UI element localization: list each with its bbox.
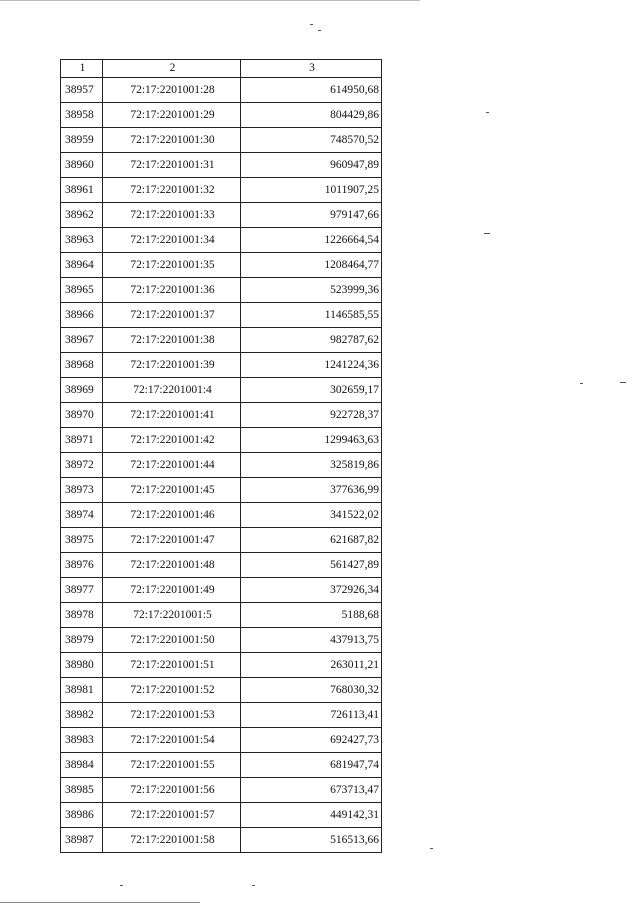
value-cell: 960947,89 bbox=[241, 153, 382, 178]
row-number-cell: 38961 bbox=[61, 178, 103, 203]
cadastral-number-cell: 72:17:2201001:58 bbox=[103, 828, 241, 853]
value-cell: 1208464,77 bbox=[241, 253, 382, 278]
row-number-cell: 38976 bbox=[61, 553, 103, 578]
row-number-cell: 38971 bbox=[61, 428, 103, 453]
row-number-cell: 38962 bbox=[61, 203, 103, 228]
value-cell: 1226664,54 bbox=[241, 228, 382, 253]
row-number-cell: 38985 bbox=[61, 778, 103, 803]
cadastral-number-cell: 72:17:2201001:35 bbox=[103, 253, 241, 278]
table-header-row bbox=[61, 60, 382, 78]
scan-speck bbox=[484, 233, 490, 234]
value-cell: 449142,31 bbox=[241, 803, 382, 828]
bottom-scan-rule bbox=[0, 902, 200, 903]
row-number-cell: 38968 bbox=[61, 353, 103, 378]
value-cell: 5188,68 bbox=[241, 603, 382, 628]
table-row bbox=[61, 603, 382, 628]
data-table bbox=[60, 59, 382, 853]
table-row bbox=[61, 703, 382, 728]
row-number-cell: 38980 bbox=[61, 653, 103, 678]
column-header-1: 1 bbox=[61, 60, 103, 78]
scan-speck bbox=[252, 885, 255, 886]
table-row bbox=[61, 253, 382, 278]
row-number-cell: 38970 bbox=[61, 403, 103, 428]
cadastral-number-cell: 72:17:2201001:33 bbox=[103, 203, 241, 228]
cadastral-number-cell: 72:17:2201001:51 bbox=[103, 653, 241, 678]
row-number-cell: 38982 bbox=[61, 703, 103, 728]
scan-speck bbox=[310, 24, 313, 25]
cadastral-number-cell: 72:17:2201001:45 bbox=[103, 478, 241, 503]
value-cell: 621687,82 bbox=[241, 528, 382, 553]
row-number-cell: 38975 bbox=[61, 528, 103, 553]
table-row bbox=[61, 653, 382, 678]
value-cell: 1146585,55 bbox=[241, 303, 382, 328]
cadastral-number-cell: 72:17:2201001:37 bbox=[103, 303, 241, 328]
table-row bbox=[61, 303, 382, 328]
value-cell: 1299463,63 bbox=[241, 428, 382, 453]
cadastral-number-cell: 72:17:2201001:32 bbox=[103, 178, 241, 203]
value-cell: 302659,17 bbox=[241, 378, 382, 403]
scan-speck bbox=[318, 30, 321, 31]
cadastral-number-cell: 72:17:2201001:57 bbox=[103, 803, 241, 828]
table-row bbox=[61, 278, 382, 303]
row-number-cell: 38957 bbox=[61, 78, 103, 103]
table-row bbox=[61, 128, 382, 153]
value-cell: 692427,73 bbox=[241, 728, 382, 753]
row-number-cell: 38984 bbox=[61, 753, 103, 778]
cadastral-number-cell: 72:17:2201001:31 bbox=[103, 153, 241, 178]
cadastral-number-cell: 72:17:2201001:49 bbox=[103, 578, 241, 603]
table-row bbox=[61, 578, 382, 603]
column-header-2: 2 bbox=[103, 60, 241, 78]
row-number-cell: 38978 bbox=[61, 603, 103, 628]
value-cell: 681947,74 bbox=[241, 753, 382, 778]
cadastral-number-cell: 72:17:2201001:54 bbox=[103, 728, 241, 753]
cadastral-number-cell: 72:17:2201001:28 bbox=[103, 78, 241, 103]
row-number-cell: 38969 bbox=[61, 378, 103, 403]
value-cell: 768030,32 bbox=[241, 678, 382, 703]
table-row bbox=[61, 428, 382, 453]
table-row bbox=[61, 728, 382, 753]
row-number-cell: 38958 bbox=[61, 103, 103, 128]
table-row bbox=[61, 403, 382, 428]
scan-speck bbox=[486, 112, 489, 113]
row-number-cell: 38966 bbox=[61, 303, 103, 328]
cadastral-number-cell: 72:17:2201001:55 bbox=[103, 753, 241, 778]
cadastral-number-cell: 72:17:2201001:41 bbox=[103, 403, 241, 428]
table-row bbox=[61, 778, 382, 803]
row-number-cell: 38979 bbox=[61, 628, 103, 653]
value-cell: 561427,89 bbox=[241, 553, 382, 578]
cadastral-number-cell: 72:17:2201001:29 bbox=[103, 103, 241, 128]
cadastral-number-cell: 72:17:2201001:56 bbox=[103, 778, 241, 803]
table-row bbox=[61, 528, 382, 553]
cadastral-number-cell: 72:17:2201001:30 bbox=[103, 128, 241, 153]
value-cell: 979147,66 bbox=[241, 203, 382, 228]
row-number-cell: 38963 bbox=[61, 228, 103, 253]
value-cell: 263011,21 bbox=[241, 653, 382, 678]
value-cell: 804429,86 bbox=[241, 103, 382, 128]
cadastral-number-cell: 72:17:2201001:44 bbox=[103, 453, 241, 478]
table-row bbox=[61, 753, 382, 778]
row-number-cell: 38965 bbox=[61, 278, 103, 303]
table-row bbox=[61, 353, 382, 378]
row-number-cell: 38974 bbox=[61, 503, 103, 528]
row-number-cell: 38967 bbox=[61, 328, 103, 353]
scan-speck bbox=[430, 848, 433, 849]
table-row bbox=[61, 453, 382, 478]
column-header-3: 3 bbox=[241, 60, 382, 78]
cadastral-number-cell: 72:17:2201001:34 bbox=[103, 228, 241, 253]
value-cell: 1011907,25 bbox=[241, 178, 382, 203]
table-row bbox=[61, 828, 382, 853]
row-number-cell: 38973 bbox=[61, 478, 103, 503]
row-number-cell: 38986 bbox=[61, 803, 103, 828]
top-scan-rule bbox=[0, 0, 420, 1]
value-cell: 372926,34 bbox=[241, 578, 382, 603]
row-number-cell: 38972 bbox=[61, 453, 103, 478]
value-cell: 516513,66 bbox=[241, 828, 382, 853]
cadastral-number-cell: 72:17:2201001:53 bbox=[103, 703, 241, 728]
cadastral-number-cell: 72:17:2201001:47 bbox=[103, 528, 241, 553]
table-row bbox=[61, 678, 382, 703]
table-row bbox=[61, 328, 382, 353]
value-cell: 437913,75 bbox=[241, 628, 382, 653]
table-row bbox=[61, 803, 382, 828]
cadastral-number-cell: 72:17:2201001:36 bbox=[103, 278, 241, 303]
cadastral-number-cell: 72:17:2201001:5 bbox=[103, 603, 241, 628]
scan-speck bbox=[120, 885, 123, 886]
cadastral-number-cell: 72:17:2201001:39 bbox=[103, 353, 241, 378]
table-row bbox=[61, 478, 382, 503]
value-cell: 614950,68 bbox=[241, 78, 382, 103]
table-row bbox=[61, 503, 382, 528]
table-row bbox=[61, 378, 382, 403]
table-row bbox=[61, 103, 382, 128]
table-row bbox=[61, 78, 382, 103]
value-cell: 922728,37 bbox=[241, 403, 382, 428]
cadastral-number-cell: 72:17:2201001:48 bbox=[103, 553, 241, 578]
cadastral-number-cell: 72:17:2201001:38 bbox=[103, 328, 241, 353]
cadastral-number-cell: 72:17:2201001:4 bbox=[103, 378, 241, 403]
row-number-cell: 38977 bbox=[61, 578, 103, 603]
row-number-cell: 38987 bbox=[61, 828, 103, 853]
table-row bbox=[61, 153, 382, 178]
row-number-cell: 38959 bbox=[61, 128, 103, 153]
value-cell: 982787,62 bbox=[241, 328, 382, 353]
row-number-cell: 38960 bbox=[61, 153, 103, 178]
row-number-cell: 38981 bbox=[61, 678, 103, 703]
value-cell: 325819,86 bbox=[241, 453, 382, 478]
row-number-cell: 38964 bbox=[61, 253, 103, 278]
row-number-cell: 38983 bbox=[61, 728, 103, 753]
table-row bbox=[61, 228, 382, 253]
scan-speck bbox=[620, 382, 626, 383]
table-row bbox=[61, 178, 382, 203]
table-row bbox=[61, 628, 382, 653]
scan-speck bbox=[580, 383, 583, 384]
value-cell: 377636,99 bbox=[241, 478, 382, 503]
cadastral-number-cell: 72:17:2201001:46 bbox=[103, 503, 241, 528]
value-cell: 523999,36 bbox=[241, 278, 382, 303]
cadastral-number-cell: 72:17:2201001:52 bbox=[103, 678, 241, 703]
value-cell: 748570,52 bbox=[241, 128, 382, 153]
value-cell: 673713,47 bbox=[241, 778, 382, 803]
table-row bbox=[61, 553, 382, 578]
cadastral-number-cell: 72:17:2201001:42 bbox=[103, 428, 241, 453]
value-cell: 341522,02 bbox=[241, 503, 382, 528]
cadastral-number-cell: 72:17:2201001:50 bbox=[103, 628, 241, 653]
value-cell: 1241224,36 bbox=[241, 353, 382, 378]
table-row bbox=[61, 203, 382, 228]
value-cell: 726113,41 bbox=[241, 703, 382, 728]
